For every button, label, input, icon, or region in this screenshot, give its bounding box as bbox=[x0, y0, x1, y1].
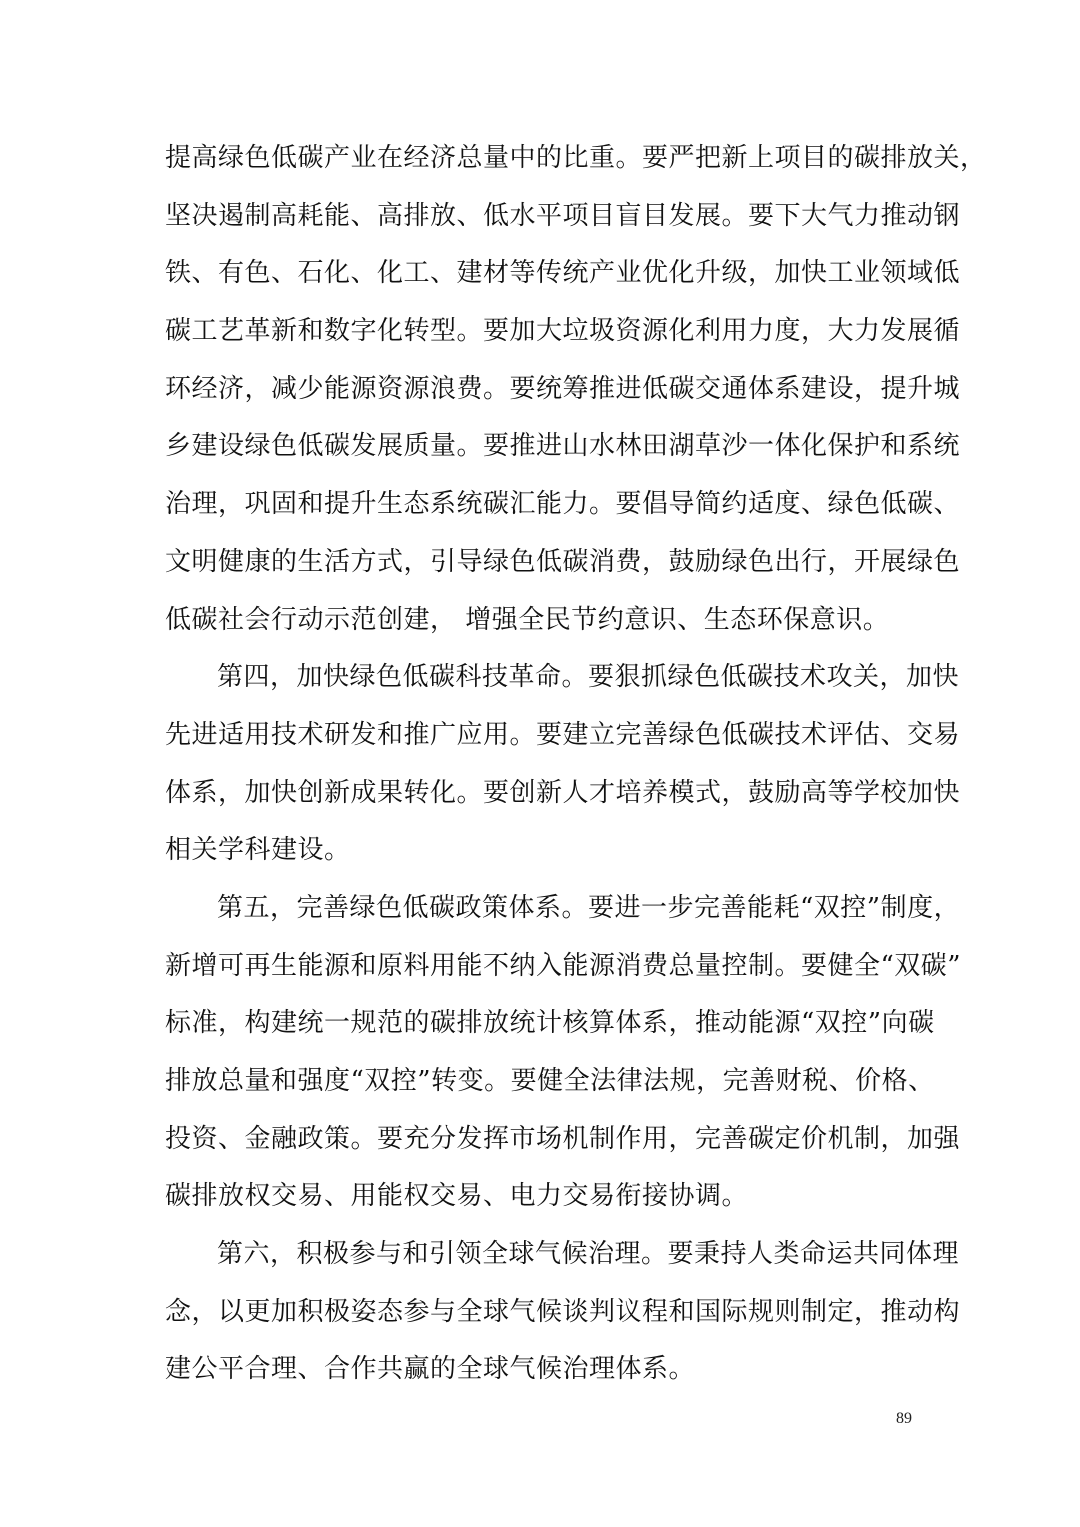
paragraph-1-line-6: 乡建设绿色低碳发展质量。要推进山水林田湖草沙一体化保护和系统 bbox=[165, 431, 961, 462]
paragraph-2-line-3: 体系，加快创新成果转化。要创新人才培养模式，鼓励高等学校加快 bbox=[165, 777, 961, 808]
paragraph-1-line-9: 低碳社会行动示范创建， 增强全民节约意识、生态环保意识。 bbox=[165, 604, 890, 635]
paragraph-4-line-3: 建公平合理、合作共赢的全球气候治理体系。 bbox=[165, 1354, 696, 1385]
paragraph-3-line-6: 碳排放权交易、用能权交易、电力交易衔接协调。 bbox=[165, 1181, 749, 1212]
paragraph-1-line-4: 碳工艺革新和数字化转型。要加大垃圾资源化利用力度，大力发展循 bbox=[165, 316, 961, 347]
paragraph-1-line-2: 坚决遏制高耗能、高排放、低水平项目盲目发展。要下大气力推动钢 bbox=[165, 200, 961, 231]
paragraph-4-line-2: 念，以更加积极姿态参与全球气候谈判议程和国际规则制定，推动构 bbox=[165, 1296, 961, 1327]
paragraph-1-line-1: 提高绿色低碳产业在经济总量中的比重。要严把新上项目的碳排放关， bbox=[165, 143, 987, 173]
page-number: 89 bbox=[896, 1410, 912, 1427]
paragraph-2-line-2: 先进适用技术研发和推广应用。要建立完善绿色低碳技术评估、交易 bbox=[165, 719, 961, 750]
paragraph-1-line-7: 治理，巩固和提升生态系统碳汇能力。要倡导简约适度、绿色低碳、 bbox=[165, 489, 961, 520]
paragraph-3-line-2: 新增可再生能源和原料用能不纳入能源消费总量控制。要健全“双碳” bbox=[165, 950, 962, 981]
paragraph-1-line-8: 文明健康的生活方式，引导绿色低碳消费，鼓励绿色出行，开展绿色 bbox=[165, 546, 961, 577]
paragraph-3-line-1: 第五，完善绿色低碳政策体系。要进一步完善能耗“双控”制度， bbox=[217, 892, 961, 923]
paragraph-4-line-1: 第六，积极参与和引领全球气候治理。要秉持人类命运共同体理 bbox=[217, 1239, 960, 1270]
body-text bbox=[165, 130, 987, 1399]
paragraph-3-line-3: 标准，构建统一规范的碳排放统计核算体系，推动能源“双控”向碳 bbox=[165, 1008, 935, 1039]
paragraph-2-line-4: 相关学科建设。 bbox=[165, 835, 351, 866]
paragraph-1-line-5: 环经济，减少能源资源浪费。要统筹推进低碳交通体系建设，提升城 bbox=[165, 373, 961, 404]
paragraph-1-line-3: 铁、有色、石化、化工、建材等传统产业优化升级，加快工业领域低 bbox=[165, 258, 961, 289]
paragraph-3-line-4: 排放总量和强度“双控”转变。要健全法律法规，完善财税、价格、 bbox=[165, 1066, 935, 1096]
paragraph-3-line-5: 投资、金融政策。要充分发挥市场机制作用，完善碳定价机制，加强 bbox=[165, 1123, 961, 1154]
paragraph-2-line-1: 第四，加快绿色低碳科技革命。要狠抓绿色低碳技术攻关，加快 bbox=[217, 662, 960, 693]
